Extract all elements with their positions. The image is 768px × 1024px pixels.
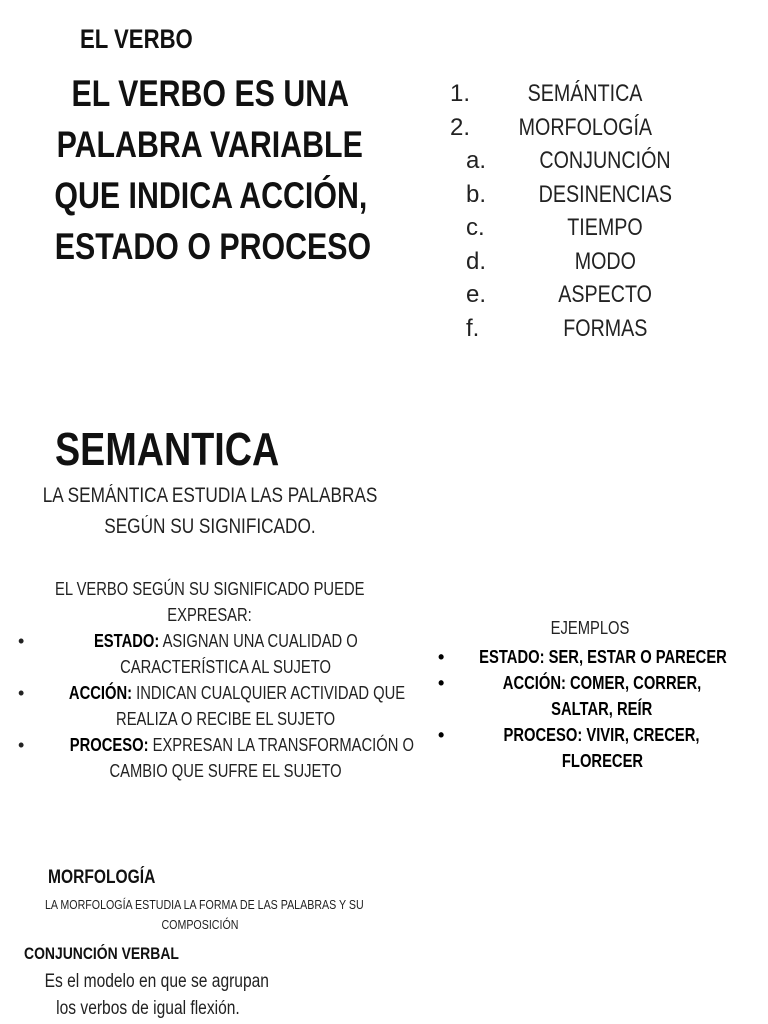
toc-item: 1. SEMÁNTICA: [450, 80, 643, 107]
examples-list: [432, 644, 752, 774]
examples-title: EJEMPLOS: [550, 618, 630, 638]
list-item: • PROCESO: EXPRESAN LA TRANSFORMACIÓN O CAMBIO QUE SUFRE EL SUJETO: [10, 732, 420, 784]
conjuncion-heading: CONJUNCIÓN VERBAL: [24, 944, 179, 963]
verb-meaning-intro: EL VERBO SEGÚN SU SIGNIFICADO PUEDE EXPRESAR:: [55, 579, 365, 625]
toc-subitem: e. ASPECTO: [466, 281, 652, 308]
verb-definition-heading: [20, 68, 400, 272]
definition-line: EL VERBO ES UNA: [71, 73, 349, 114]
bullet-icon: •: [438, 673, 445, 693]
bullet-icon: •: [438, 725, 445, 745]
verb-meaning-list: [10, 628, 420, 784]
toc-subitem: c. TIEMPO: [466, 214, 643, 241]
table-of-contents: [440, 80, 740, 348]
definition-line: QUE INDICA ACCIÓN,: [54, 175, 368, 216]
list-item: • ACCIÓN: INDICAN CUALQUIER ACTIVIDAD QUE REALIZA O RECIBE EL SUJETO: [10, 680, 420, 732]
toc-subitem: f. FORMAS: [466, 314, 648, 342]
bullet-icon: •: [18, 735, 25, 755]
conjuncion-description: Es el modelo en que se agrupan los verbos de igual flexión.: [44, 971, 269, 1019]
toc-subitem: d. MODO: [466, 247, 636, 275]
morfologia-description: LA MORFOLOGÍA ESTUDIA LA FORMA DE LAS PALABRAS Y SU COMPOSICIÓN: [44, 897, 364, 932]
bullet-icon: •: [18, 683, 25, 703]
toc-subitem: b. DESINENCIAS: [466, 180, 672, 208]
toc-item: 2. MORFOLOGÍA: [450, 113, 652, 141]
bullet-icon: •: [18, 631, 25, 651]
list-item: • ESTADO: ASIGNAN UNA CUALIDAD O CARACTERÍSTICA AL SUJETO: [10, 628, 420, 680]
toc-subitem: a. CONJUNCIÓN: [466, 147, 671, 174]
semantica-description: LA SEMÁNTICA ESTUDIA LAS PALABRAS SEGÚN SU SIGNIFICADO.: [42, 484, 378, 538]
list-item: • PROCESO: VIVIR, CRECER, FLORECER: [432, 722, 752, 774]
morfologia-heading: MORFOLOGÍA: [48, 867, 156, 888]
section-title: EL VERBO: [80, 24, 193, 54]
bullet-icon: •: [438, 647, 445, 667]
semantica-heading: SEMANTICA: [55, 423, 280, 475]
list-item: • ACCIÓN: COMER, CORRER, SALTAR, REÍR: [432, 670, 752, 722]
list-item: • ESTADO: SER, ESTAR O PARECER: [432, 644, 752, 670]
definition-line: PALABRA VARIABLE: [56, 124, 364, 165]
definition-line: ESTADO O PROCESO: [54, 226, 372, 267]
